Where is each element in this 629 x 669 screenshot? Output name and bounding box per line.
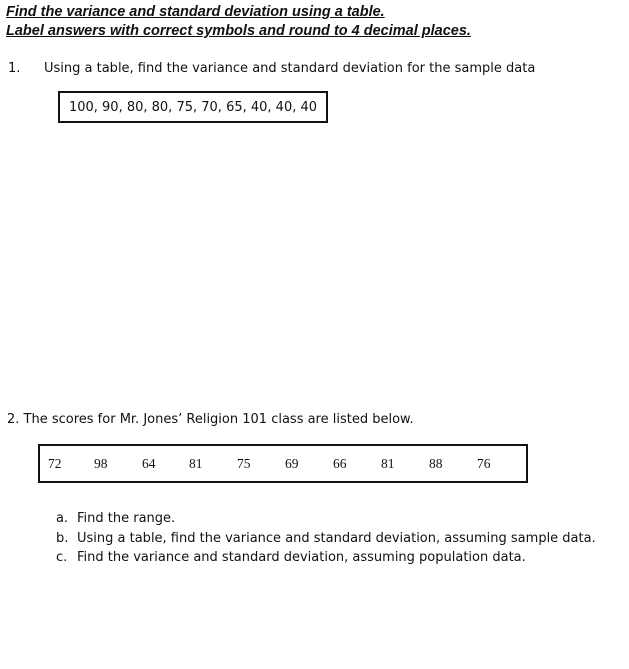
score-cell: 69: [285, 456, 299, 471]
question-1-data-box: [58, 91, 328, 123]
header-line-1: Find the variance and standard deviation using a table.: [6, 4, 385, 20]
score-cell: 66: [333, 456, 347, 471]
score-cell: 72: [48, 456, 62, 471]
question-2-scores-box: [38, 444, 528, 483]
part-a: [56, 509, 596, 529]
question-2-text: 2. The scores for Mr. Jones’ Religion 101 class are listed below.: [7, 412, 414, 427]
part-letter: a.: [56, 511, 69, 526]
score-cell: 81: [381, 456, 395, 471]
header-line-2: Label answers with correct symbols and round to 4 decimal places.: [6, 23, 471, 39]
question-1-data: 100, 90, 80, 80, 75, 70, 65, 40, 40, 40: [68, 99, 318, 115]
part-letter: b.: [56, 530, 69, 546]
score-cell: 98: [94, 456, 108, 471]
part-letter: c.: [56, 550, 68, 565]
question-1-number: 1.: [8, 61, 21, 76]
part-text: Find the range.: [77, 511, 176, 526]
score-cell: 64: [142, 456, 156, 471]
score-cell: 75: [237, 456, 251, 471]
question-2-parts: [56, 509, 596, 568]
part-text: Using a table, find the variance and standard deviation, assuming sample data.: [77, 530, 596, 546]
score-cell: 76: [477, 456, 491, 471]
part-c: [56, 548, 596, 568]
instructions-header: [6, 3, 471, 41]
score-cell: 81: [189, 456, 203, 471]
question-1-text: Using a table, find the variance and standard deviation for the sample data: [44, 61, 536, 76]
part-text: Find the variance and standard deviation, assuming population data.: [77, 550, 526, 565]
score-cell: 88: [429, 456, 443, 471]
part-b: [56, 529, 596, 549]
